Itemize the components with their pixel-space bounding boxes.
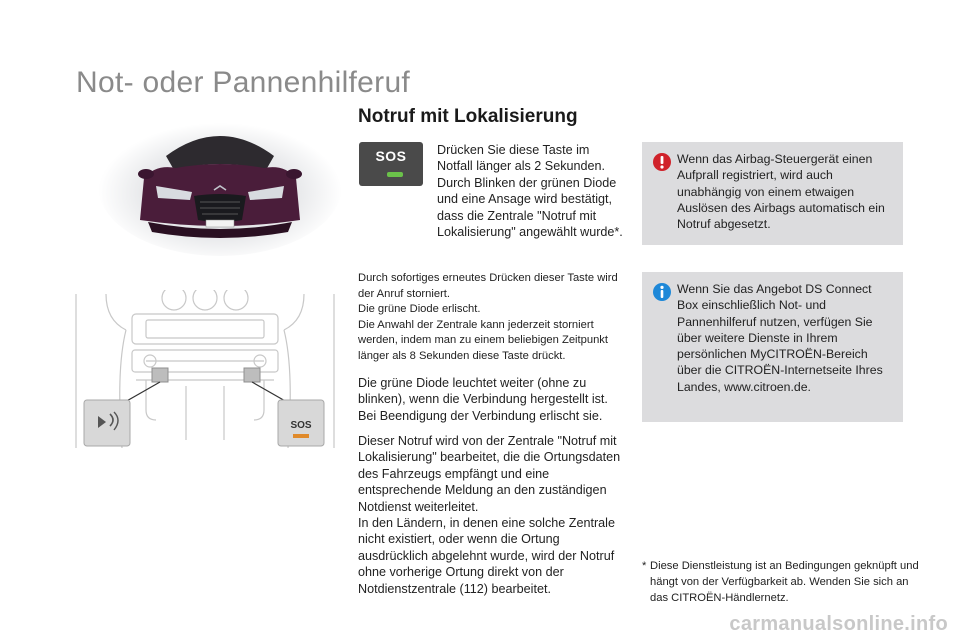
car-front-image xyxy=(96,108,344,256)
warning-icon xyxy=(652,152,672,172)
airbag-warning-box xyxy=(642,142,903,245)
sos-button-image xyxy=(359,142,423,186)
paragraph-processing: Dieser Notruf wird von der Zentrale "Notruf mit Lokalisierung" bearbeitet, die die Ortungsdaten des Fahrzeugs empfängt und eine entsprechende Meldung an den zuständigen Notdienst weiterleitet. In den Ländern, in denen eine solche Zentrale nicht existiert, oder wenn die Ortung ausdrücklich abgelehnt wurde, wird der Notruf ohne vorherige Ortung direkt von der Notdienstzentrale (112) bearbeitet. xyxy=(358,434,621,596)
info-text: Wenn Sie das Angebot DS Connect Box einschließlich Not- und Pannenhilferuf nutzen, verfügen Sie über weitere Dienste in Ihrem persönlichen MyCITROËN-Bereich über die CITROËN-Internetseite Ihres Landes, www.citroen.de. xyxy=(677,282,883,394)
sos-label: SOS xyxy=(375,148,407,164)
info-icon xyxy=(652,282,672,302)
paragraph-connection: Die grüne Diode leuchtet weiter (ohne zu blinken), wenn die Verbindung hergestellt ist. Bei Beendigung der Verbindung erlischt sie. xyxy=(358,376,608,423)
warning-text: Wenn das Airbag-Steuergerät einen Aufprall registriert, wird auch unabhängig von einem etwaigen Auslösen des Airbags automatisch ein Notruf abgesetzt. xyxy=(677,152,885,232)
green-led xyxy=(387,172,403,177)
watermark: carmanualsonline.info xyxy=(729,613,948,635)
paragraph-cancel-call: Durch sofortiges erneutes Drücken dieser Taste wird der Anruf storniert. Die grüne Diode erlischt. Die Anwahl der Zentrale kann jederzeit storniert werden, indem man zu einem beliebigen Zeitpunkt länger als 8 Sekunden diese Taste drückt. xyxy=(358,272,618,362)
footnote-mark: * xyxy=(642,560,647,572)
page-title: Not- oder Pannenhilferuf xyxy=(76,66,411,99)
section-title: Notruf mit Lokalisierung xyxy=(358,106,578,127)
dash-sos-label: SOS xyxy=(290,420,312,431)
dashboard-illustration xyxy=(66,290,344,452)
ds-connect-info-box xyxy=(642,272,903,422)
footnote-text: Diese Dienstleistung ist an Bedingungen geknüpft und hängt von der Verfügbarkeit ab. Wenden Sie sich an das CITROËN-Händlernetz. xyxy=(650,560,919,604)
paragraph-press-button: Drücken Sie diese Taste im Notfall länger als 2 Sekunden. Durch Blinken der grünen Diode und eine Ansage wird bestätigt, dass die Zentrale "Notruf mit Lokalisierung" angewählt wurde*. xyxy=(437,143,623,240)
